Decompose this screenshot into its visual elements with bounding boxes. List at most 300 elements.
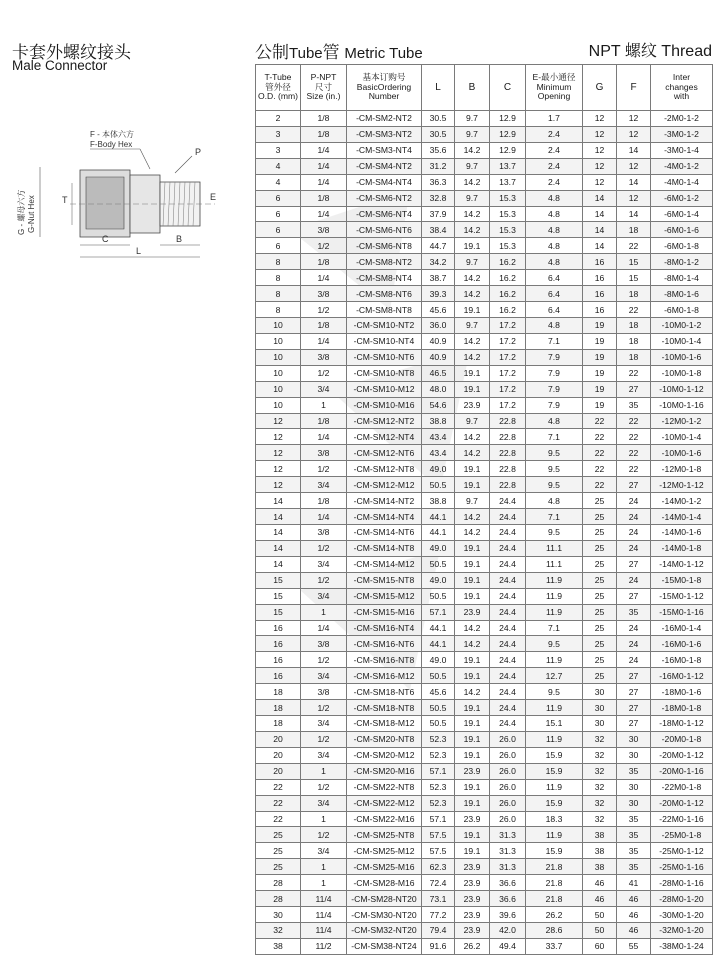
table-cell: -CM-SM8-NT2 [347, 254, 422, 270]
column-header-line: with [673, 91, 690, 102]
table-cell: 57.1 [422, 604, 455, 620]
table-cell: 12.7 [526, 668, 583, 684]
column-header-line: 基本订购号 [362, 72, 406, 83]
table-cell: 38 [256, 938, 301, 954]
table-cell: 27 [617, 668, 651, 684]
table-cell: 30 [583, 684, 617, 700]
table-cell: 19 [583, 381, 617, 397]
table-cell: -CM-SM32-NT20 [347, 923, 422, 939]
table-cell: 9.5 [526, 684, 583, 700]
column-header [583, 65, 617, 111]
table-cell: 3/8 [301, 684, 347, 700]
table-cell: 22.8 [490, 477, 526, 493]
title-left-cn: 卡套外螺纹接头 [12, 43, 131, 62]
table-cell: 23.9 [455, 875, 490, 891]
table-cell: 14 [583, 206, 617, 222]
table-cell: 16 [256, 668, 301, 684]
table-cell: -CM-SM16-NT8 [347, 652, 422, 668]
table-cell: -4M0-1-4 [651, 174, 713, 190]
table-cell: 10 [256, 349, 301, 365]
e-label: E [210, 192, 217, 202]
table-cell: -CM-SM3-NT4 [347, 142, 422, 158]
table-cell: 1/4 [301, 270, 347, 286]
table-cell: 16 [583, 302, 617, 318]
table-cell: 32.8 [422, 190, 455, 206]
table-cell: 3/4 [301, 716, 347, 732]
table-cell: 25 [583, 652, 617, 668]
table-cell: 24.4 [490, 652, 526, 668]
table-cell: 46.5 [422, 365, 455, 381]
table-cell: 9.5 [526, 477, 583, 493]
table-cell: -CM-SM4-NT2 [347, 158, 422, 174]
table-cell: 19.1 [455, 795, 490, 811]
table-cell: 52.3 [422, 731, 455, 747]
table-cell: 10 [256, 333, 301, 349]
table-cell: 19.1 [455, 572, 490, 588]
table-cell: 1/2 [301, 779, 347, 795]
table-cell: 44.1 [422, 509, 455, 525]
table-cell: 42.0 [490, 923, 526, 939]
table-cell: 17.2 [490, 365, 526, 381]
table-row [256, 620, 713, 636]
table-row [256, 827, 713, 843]
table-cell: -18M0-1-6 [651, 684, 713, 700]
table-cell: 28 [256, 891, 301, 907]
table-cell: -CM-SM12-NT4 [347, 429, 422, 445]
table-cell: -22M0-1-8 [651, 779, 713, 795]
table-cell: 32 [583, 731, 617, 747]
table-cell: 19 [583, 349, 617, 365]
table-cell: 25 [583, 636, 617, 652]
column-header-line: Number [368, 91, 400, 102]
l-label: L [136, 246, 142, 256]
table-cell: 3/8 [301, 524, 347, 540]
column-header-line: 尺寸 [314, 81, 333, 92]
table-cell: -14M0-1-2 [651, 493, 713, 509]
column-header [651, 65, 713, 111]
table-cell: 22.8 [490, 445, 526, 461]
table-cell: 35 [617, 811, 651, 827]
table-cell: 14 [583, 238, 617, 254]
table-cell: 14 [617, 206, 651, 222]
table-cell: 26.0 [490, 811, 526, 827]
table-cell: 12.9 [490, 142, 526, 158]
table-cell: -CM-SM14-NT6 [347, 524, 422, 540]
table-cell: 19.1 [455, 668, 490, 684]
table-cell: 30 [617, 795, 651, 811]
table-cell: 34.2 [422, 254, 455, 270]
table-cell: 16 [583, 254, 617, 270]
table-cell: -CM-SM15-NT8 [347, 572, 422, 588]
table-cell: 22.8 [490, 429, 526, 445]
table-cell: 45.6 [422, 684, 455, 700]
table-row [256, 206, 713, 222]
table-cell: 3/4 [301, 381, 347, 397]
table-cell: -15M0-1-8 [651, 572, 713, 588]
f-label-en: F-Body Hex [90, 140, 133, 149]
table-cell: -10M0-1-6 [651, 349, 713, 365]
title-metric-tube [255, 38, 423, 63]
table-row [256, 493, 713, 509]
table-cell: 24 [617, 493, 651, 509]
table-cell: 25 [583, 668, 617, 684]
title-mid-cn1: 公制 [255, 43, 289, 62]
table-cell: 77.2 [422, 907, 455, 923]
table-cell: 16.2 [490, 302, 526, 318]
table-row [256, 381, 713, 397]
table-cell: 22 [617, 461, 651, 477]
table-cell: 22 [583, 477, 617, 493]
table-cell: -CM-SM38-NT24 [347, 938, 422, 954]
table-cell: 12 [583, 158, 617, 174]
table-cell: 11.9 [526, 700, 583, 716]
male-connector-diagram [10, 125, 245, 265]
table-cell: 9.5 [526, 445, 583, 461]
table-cell: 24.4 [490, 684, 526, 700]
table-cell: 32 [256, 923, 301, 939]
table-cell: 50 [583, 923, 617, 939]
column-header-line: P-NPT [310, 72, 337, 83]
table-cell: 24.4 [490, 620, 526, 636]
table-cell: 16 [583, 270, 617, 286]
table-cell: 7.9 [526, 397, 583, 413]
table-cell: 25 [583, 588, 617, 604]
table-cell: 19.1 [455, 843, 490, 859]
table-cell: 22 [583, 413, 617, 429]
table-cell: -16M0-1-8 [651, 652, 713, 668]
table-cell: 19.1 [455, 827, 490, 843]
g-label-cn: G - 螺母六方 [17, 189, 26, 235]
table-cell: -CM-SM10-NT4 [347, 333, 422, 349]
table-cell: 25 [583, 540, 617, 556]
table-cell: 24.4 [490, 588, 526, 604]
table-cell: 14.2 [455, 445, 490, 461]
table-cell: 50.5 [422, 556, 455, 572]
table-cell: 22 [583, 461, 617, 477]
table-cell: 7.1 [526, 620, 583, 636]
table-row [256, 700, 713, 716]
table-cell: 39.6 [490, 907, 526, 923]
table-cell: -CM-SM12-NT2 [347, 413, 422, 429]
table-cell: -14M0-1-4 [651, 509, 713, 525]
table-cell: 27 [617, 477, 651, 493]
table-cell: -6M0-1-2 [651, 190, 713, 206]
table-cell: 11/4 [301, 891, 347, 907]
table-cell: 19.1 [455, 716, 490, 732]
table-cell: -CM-SM28-M16 [347, 875, 422, 891]
table-cell: 18 [617, 333, 651, 349]
table-cell: 23.9 [455, 763, 490, 779]
table-cell: 27 [617, 716, 651, 732]
table-cell: -CM-SM20-M16 [347, 763, 422, 779]
table-cell: 1 [301, 811, 347, 827]
table-cell: -25M0-1-12 [651, 843, 713, 859]
table-cell: 3 [256, 142, 301, 158]
table-cell: 49.0 [422, 540, 455, 556]
title-right-en: NPT [588, 43, 621, 60]
table-cell: 4 [256, 174, 301, 190]
table-cell: 1/4 [301, 333, 347, 349]
table-cell: 35 [617, 827, 651, 843]
table-cell: -20M0-1-8 [651, 731, 713, 747]
table-cell: 22 [617, 429, 651, 445]
table-row [256, 604, 713, 620]
table-cell: 16 [583, 286, 617, 302]
table-cell: -CM-SM10-NT8 [347, 365, 422, 381]
table-cell: 11.9 [526, 604, 583, 620]
table-cell: 17.2 [490, 381, 526, 397]
table-cell: 14 [256, 509, 301, 525]
table-cell: 19.1 [455, 700, 490, 716]
table-cell: 16.2 [490, 254, 526, 270]
table-cell: 3/8 [301, 222, 347, 238]
table-cell: 17.2 [490, 397, 526, 413]
table-cell: 3/8 [301, 445, 347, 461]
table-cell: 15 [617, 254, 651, 270]
table-cell: -CM-SM14-NT2 [347, 493, 422, 509]
column-header [455, 65, 490, 111]
table-cell: 52.3 [422, 779, 455, 795]
table-cell: -10M0-1-4 [651, 333, 713, 349]
table-cell: 21.8 [526, 891, 583, 907]
table-row [256, 907, 713, 923]
table-cell: 4.8 [526, 254, 583, 270]
table-cell: 49.0 [422, 572, 455, 588]
table-cell: -CM-SM18-M12 [347, 716, 422, 732]
table-cell: 21.8 [526, 859, 583, 875]
column-header [422, 65, 455, 111]
table-cell: -CM-SM6-NT6 [347, 222, 422, 238]
table-cell: -20M0-1-12 [651, 747, 713, 763]
table-cell: 14.2 [455, 509, 490, 525]
table-cell: 18 [617, 317, 651, 333]
table-cell: 1/8 [301, 111, 347, 127]
table-cell: 15.3 [490, 206, 526, 222]
table-cell: 12 [617, 190, 651, 206]
table-cell: 22 [583, 445, 617, 461]
table-cell: 15.9 [526, 843, 583, 859]
column-header-line: Inter [672, 72, 691, 83]
table-cell: 37.9 [422, 206, 455, 222]
table-cell: 38.8 [422, 413, 455, 429]
table-cell: 12 [583, 111, 617, 127]
table-cell: 1/4 [301, 174, 347, 190]
table-cell: 24.4 [490, 509, 526, 525]
table-cell: 2.4 [526, 142, 583, 158]
table-cell: 12 [256, 429, 301, 445]
table-row [256, 365, 713, 381]
table-cell: 24 [617, 509, 651, 525]
table-cell: -25M0-1-8 [651, 827, 713, 843]
table-cell: -CM-SM4-NT4 [347, 174, 422, 190]
table-cell: 1/2 [301, 461, 347, 477]
table-cell: 12 [256, 445, 301, 461]
table-cell: -CM-SM15-M16 [347, 604, 422, 620]
table-cell: 13.7 [490, 174, 526, 190]
table-cell: -CM-SM8-NT6 [347, 286, 422, 302]
table-cell: 31.2 [422, 158, 455, 174]
table-cell: 23.9 [455, 859, 490, 875]
table-cell: 31.3 [490, 859, 526, 875]
table-cell: 14.2 [455, 524, 490, 540]
table-cell: -CM-SM8-NT8 [347, 302, 422, 318]
table-row [256, 190, 713, 206]
table-row [256, 413, 713, 429]
table-cell: -4M0-1-2 [651, 158, 713, 174]
table-cell: -CM-SM25-M12 [347, 843, 422, 859]
table-cell: 22 [617, 238, 651, 254]
table-cell: 20 [256, 731, 301, 747]
table-cell: 4.8 [526, 238, 583, 254]
table-cell: 16.2 [490, 270, 526, 286]
table-cell: 14 [617, 142, 651, 158]
table-cell: 19.1 [455, 381, 490, 397]
table-cell: 33.7 [526, 938, 583, 954]
table-cell: 30 [256, 907, 301, 923]
table-cell: -CM-SM14-NT8 [347, 540, 422, 556]
table-cell: 19.1 [455, 461, 490, 477]
table-row [256, 349, 713, 365]
table-cell: 6.4 [526, 302, 583, 318]
table-cell: 24.4 [490, 700, 526, 716]
table-cell: 57.1 [422, 811, 455, 827]
table-cell: -22M0-1-16 [651, 811, 713, 827]
table-cell: -CM-SM12-M12 [347, 477, 422, 493]
table-cell: 19 [583, 365, 617, 381]
table-cell: 22 [617, 413, 651, 429]
table-cell: 24 [617, 636, 651, 652]
table-cell: 36.0 [422, 317, 455, 333]
table-cell: 13.7 [490, 158, 526, 174]
table-cell: 38 [583, 827, 617, 843]
table-cell: 1/4 [301, 206, 347, 222]
table-cell: 16 [256, 636, 301, 652]
table-cell: -CM-SM20-M12 [347, 747, 422, 763]
table-row [256, 445, 713, 461]
table-row [256, 142, 713, 158]
table-cell: 50.5 [422, 700, 455, 716]
table-cell: -CM-SM25-M16 [347, 859, 422, 875]
table-cell: 50.5 [422, 716, 455, 732]
table-cell: 12 [583, 174, 617, 190]
table-cell: -15M0-1-16 [651, 604, 713, 620]
table-cell: -16M0-1-4 [651, 620, 713, 636]
b-label: B [176, 234, 183, 244]
table-row [256, 429, 713, 445]
table-cell: 54.6 [422, 397, 455, 413]
table-cell: -8M0-1-2 [651, 254, 713, 270]
table-cell: -CM-SM30-NT20 [347, 907, 422, 923]
table-cell: 19 [583, 397, 617, 413]
table-cell: 32 [583, 795, 617, 811]
table-cell: 23.9 [455, 397, 490, 413]
table-cell: 16 [256, 652, 301, 668]
table-cell: 9.7 [455, 413, 490, 429]
table-cell: -25M0-1-16 [651, 859, 713, 875]
table-cell: 9.5 [526, 524, 583, 540]
table-cell: 14 [256, 493, 301, 509]
table-cell: -2M0-1-2 [651, 111, 713, 127]
table-cell: -CM-SM20-NT8 [347, 731, 422, 747]
table-cell: 25 [583, 509, 617, 525]
table-cell: 36.3 [422, 174, 455, 190]
column-header-line: B [468, 81, 476, 93]
table-cell: 28.6 [526, 923, 583, 939]
table-cell: 12 [583, 126, 617, 142]
table-cell: 52.3 [422, 747, 455, 763]
table-cell: 15.3 [490, 222, 526, 238]
table-cell: -3M0-1-2 [651, 126, 713, 142]
title-mid-en: Tube [289, 45, 323, 62]
table-cell: -20M0-1-12 [651, 795, 713, 811]
table-cell: 27 [617, 700, 651, 716]
table-cell: 14 [256, 540, 301, 556]
table-cell: 7.1 [526, 333, 583, 349]
table-cell: 14.2 [455, 636, 490, 652]
table-cell: 17.2 [490, 317, 526, 333]
column-header [301, 65, 347, 111]
table-cell: 44.1 [422, 620, 455, 636]
table-cell: 38 [583, 859, 617, 875]
table-row [256, 652, 713, 668]
table-cell: 10 [256, 381, 301, 397]
table-row [256, 572, 713, 588]
table-cell: -10M0-1-2 [651, 317, 713, 333]
column-header [256, 65, 301, 111]
table-cell: 19.1 [455, 365, 490, 381]
table-cell: 36.6 [490, 891, 526, 907]
table-row [256, 843, 713, 859]
table-cell: 18 [256, 700, 301, 716]
table-row [256, 731, 713, 747]
table-cell: 19.1 [455, 540, 490, 556]
title-right-cn: 螺纹 [624, 43, 657, 60]
table-cell: -6M0-1-8 [651, 238, 713, 254]
table-cell: -CM-SM2-NT2 [347, 111, 422, 127]
table-cell: 6 [256, 190, 301, 206]
table-cell: 24 [617, 540, 651, 556]
table-cell: 6.4 [526, 286, 583, 302]
table-cell: 1 [301, 397, 347, 413]
column-header-line: changes [665, 81, 698, 92]
table-cell: 22.8 [490, 461, 526, 477]
table-row [256, 461, 713, 477]
table-cell: 9.7 [455, 254, 490, 270]
table-cell: 35 [617, 604, 651, 620]
table-cell: 15 [256, 604, 301, 620]
table-cell: 4 [256, 158, 301, 174]
table-cell: 1/2 [301, 652, 347, 668]
table-cell: 52.3 [422, 795, 455, 811]
table-cell: -18M0-1-8 [651, 700, 713, 716]
table-cell: 19.1 [455, 588, 490, 604]
table-cell: 14.2 [455, 270, 490, 286]
table-cell: 27 [617, 556, 651, 572]
table-cell: 38 [583, 843, 617, 859]
table-cell: 1/4 [301, 509, 347, 525]
table-cell: 50 [583, 907, 617, 923]
table-cell: -CM-SM18-NT8 [347, 700, 422, 716]
header-row [256, 65, 713, 111]
table-cell: 19.1 [455, 731, 490, 747]
table-cell: -CM-SM22-NT8 [347, 779, 422, 795]
table-cell: -10M0-1-8 [651, 365, 713, 381]
column-header-line: Opening [537, 91, 571, 102]
table-cell: 1/8 [301, 413, 347, 429]
table-cell: 57.5 [422, 827, 455, 843]
table-cell: 15.3 [490, 238, 526, 254]
table-cell: 14 [583, 190, 617, 206]
